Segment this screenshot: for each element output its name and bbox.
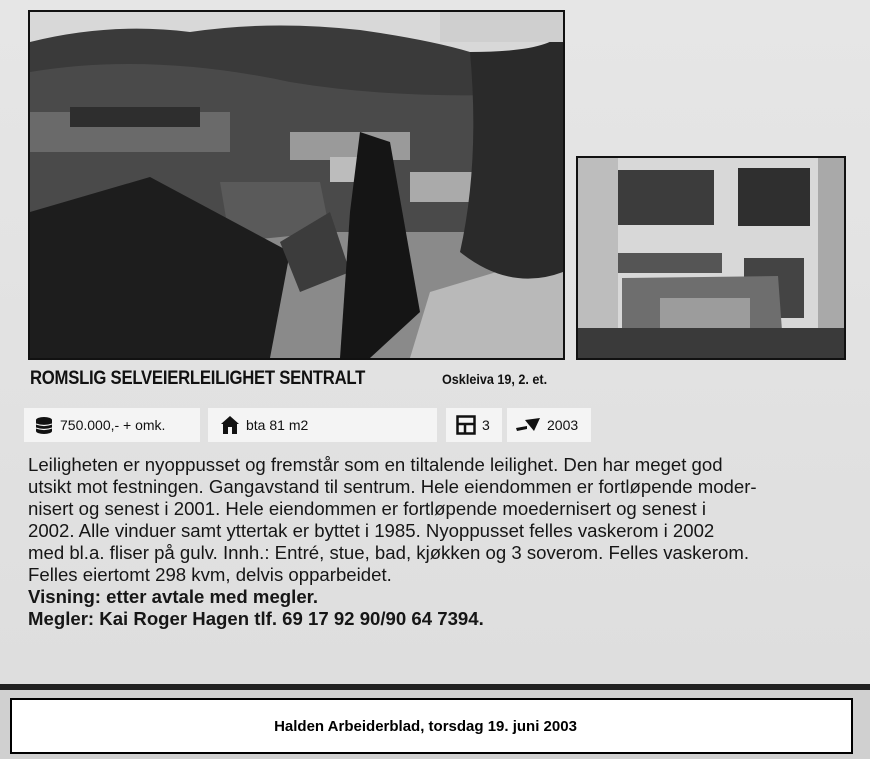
listing-headline [30,368,850,390]
area-fact [208,408,437,442]
area-text: bta 81 m2 [246,417,309,433]
rooms-fact [446,408,502,442]
agent-contact: Megler: Kai Roger Hagen tlf. 69 17 92 90/90 64 7394. [28,608,484,629]
house-icon [220,415,240,435]
listing-title: ROMSLIG SELVEIERLEILIGHET SENTRALT [30,368,366,389]
price-fact [24,408,200,442]
viewing-info: Visning: etter avtale med megler. [28,586,319,607]
price-text: 750.000,- + omk. [60,417,166,433]
facts-bar [0,408,870,442]
listing-description [28,454,846,630]
coins-icon [34,415,54,435]
rooms-text: 3 [482,417,490,433]
year-text: 2003 [547,417,579,433]
description-line: Felles eiertomt 298 kvm, delvis opparbeidet. [28,564,392,585]
caption-text: Halden Arbeiderblad, torsdag 19. juni 2003 [274,717,577,735]
description-line: med bl.a. fliser på gulv. Innh.: Entré, stue, bad, kjøkken og 3 soverom. Felles vaskerom. [28,542,750,563]
kitchen-photo [576,156,846,360]
town-view-photo [28,10,565,360]
description-line: Leiligheten er nyoppusset og fremstår som en tiltalende leilighet. Den har meget god [28,454,723,475]
trowel-icon [515,417,541,433]
source-caption [10,698,853,754]
year-fact [507,408,591,442]
description-line: nisert og senest i 2001. Hele eiendommen er fortløpende moedernisert og senest i [28,498,707,519]
description-line: 2002. Alle vinduer samt yttertak er byttet i 1985. Nyoppusset felles vaskerom i 2002 [28,520,715,541]
floorplan-icon [456,415,476,435]
listing-address: Oskleiva 19, 2. et. [442,371,548,387]
description-line: utsikt mot festningen. Gangavstand til sentrum. Hele eiendommen er fortløpende moder- [28,476,757,497]
